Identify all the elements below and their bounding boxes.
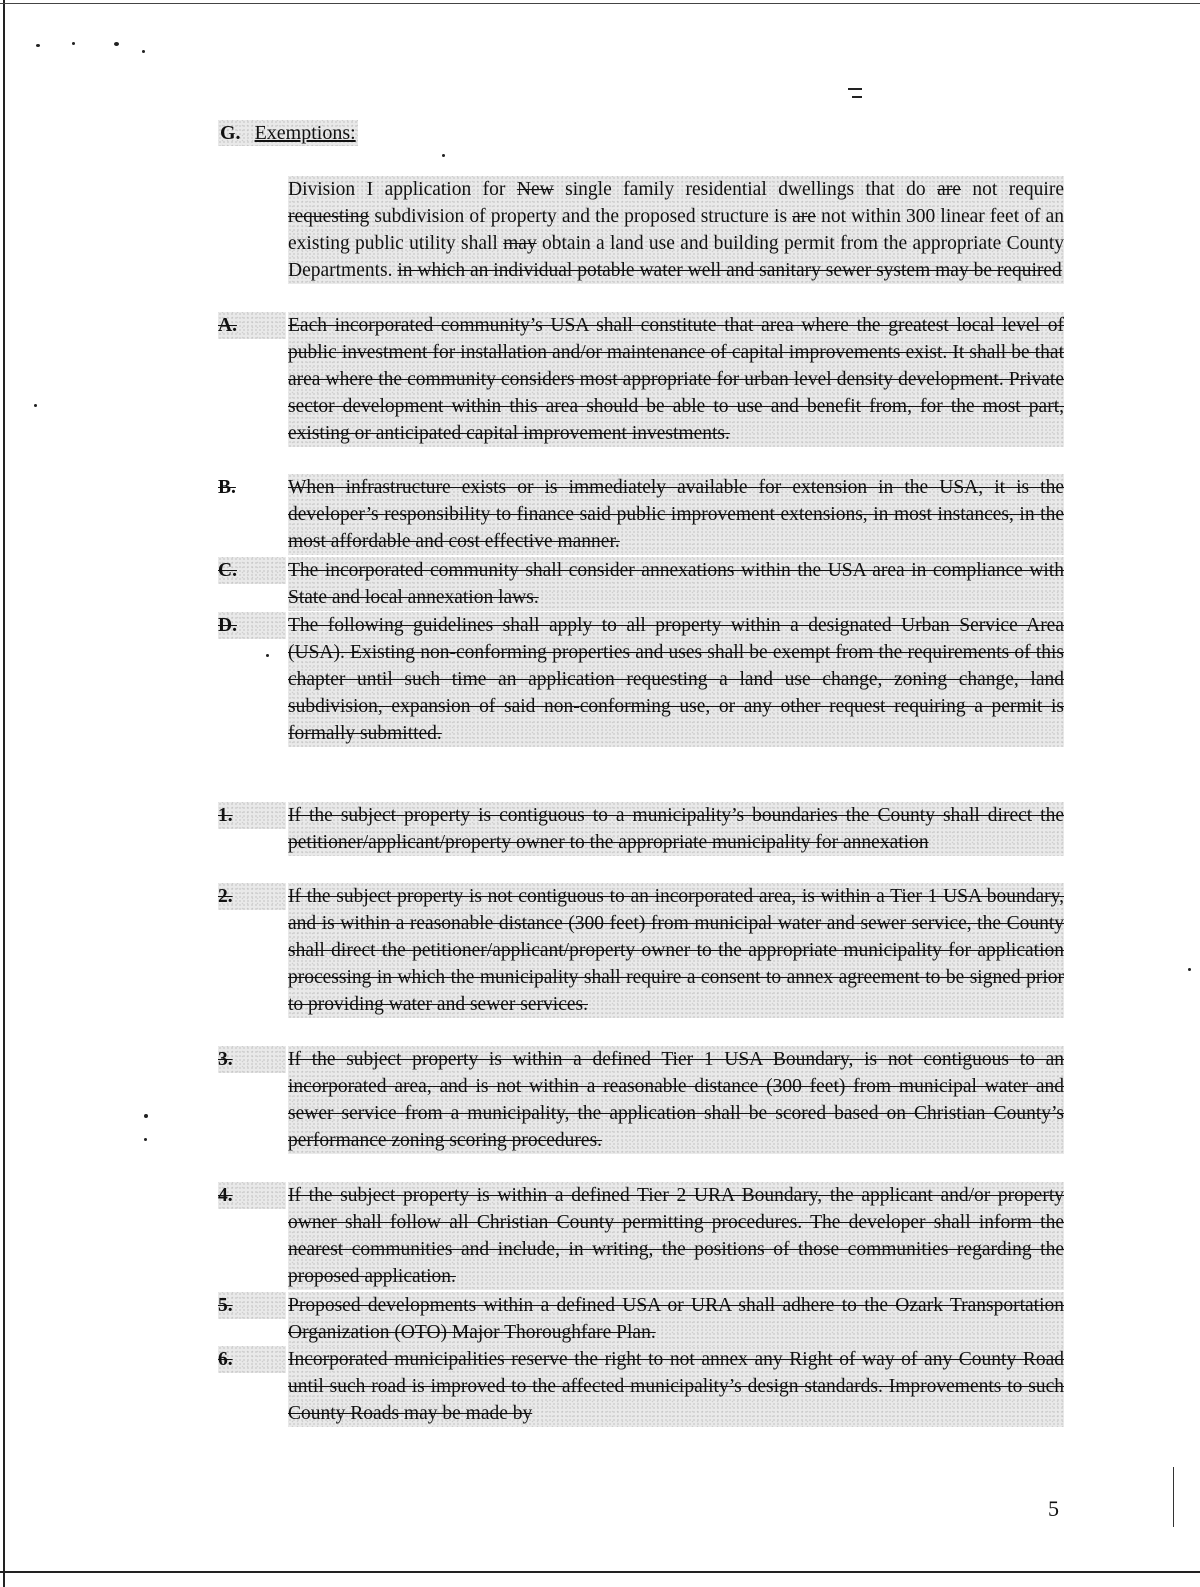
page-number: 5 — [1048, 1496, 1059, 1521]
scan-speck — [442, 154, 445, 157]
intro-deleted-text: are — [937, 179, 961, 200]
list-item-text: If the subject property is not contiguous to an incorporated area, is within a Tier 1 USA boundary, and is within a reasonable distance (300 feet) from municipal water and sewer service, the County shall direct the petitioner/applicant/property owner to the appropriate municipality for application processing in which the municipality shall require a consent to annex agreement to be signed prior to providing water and sewer services. — [288, 883, 1064, 1018]
scan-speck — [142, 50, 145, 53]
intro-deleted-text: may — [503, 233, 537, 254]
scan-border-left — [3, 0, 5, 1587]
scan-speck — [144, 1138, 147, 1141]
scan-mark — [852, 96, 862, 98]
list-item-marker: C. — [218, 557, 286, 584]
scan-speck — [266, 654, 269, 657]
scan-border-right — [1173, 1467, 1174, 1527]
intro-deleted-text: requesting — [288, 206, 370, 227]
list-item-text: Each incorporated community’s USA shall constitute that area where the greatest local level of public investment for installation and/or maintenance of capital improvements exist. It shall be that area where the community considers most appropriate for urban level density development. Private sector development within this area should be able to use and benefit from, for the most part, existing or anticipated capital improvement investments. — [288, 312, 1064, 447]
intro-text: Division I application for — [288, 179, 517, 200]
list-item-marker: 1. — [218, 802, 286, 829]
intro-deleted-text: are — [792, 206, 816, 227]
scan-speck — [36, 44, 40, 47]
list-item-marker: B. — [218, 477, 236, 498]
list-item-text: If the subject property is within a defined Tier 1 USA Boundary, is not contiguous to an incorporated area, and is not within a reasonable distance (300 feet) from municipal water and sewer service from a municipality, the application shall be scored based on Christian County’s performance zoning scoring procedures. — [288, 1046, 1064, 1154]
intro-deleted-text: in which an individual potable water well and sanitary sewer system may be required — [397, 260, 1062, 281]
list-item-marker: 5. — [218, 1292, 286, 1319]
scan-border-bottom — [0, 1571, 1200, 1573]
section-heading-text: Exemptions: — [254, 122, 356, 144]
list-item-text: The incorporated community shall consider annexations within the USA area in compliance with State and local annexation laws. — [288, 557, 1064, 611]
intro-deleted-text: New — [516, 179, 554, 200]
list-item-text: If the subject property is within a defined Tier 2 URA Boundary, the applicant and/or property owner shall follow all Christian County permitting procedures. The developer shall inform the nearest communities and include, in writing, the positions of those communities regarding the proposed application. — [288, 1182, 1064, 1290]
scan-mark — [848, 88, 862, 90]
intro-text: subdivision of property and the proposed structure is — [369, 206, 793, 227]
list-item-text: If the subject property is contiguous to a municipality’s boundaries the County shall direct the petitioner/applicant/property owner to the appropriate municipality for annexation — [288, 802, 1064, 856]
intro-text: single family residential dwellings that do — [553, 179, 938, 200]
scan-speck — [34, 404, 37, 407]
section-heading-label: G. — [220, 122, 241, 144]
scan-border-top — [0, 3, 1200, 4]
scan-speck — [114, 42, 119, 46]
list-item-text: The following guidelines shall apply to all property within a designated Urban Service Area (USA). Existing non-conforming properties and uses shall be exempt from the requirements of this chapter until such time an application requesting a land use change, zoning change, land subdivision, expansion of said non-conforming use, or any other request requiring a permit is formally submitted. — [288, 612, 1064, 747]
intro-text: not within 300 linear feet of an existing public utility shall — [288, 206, 1064, 254]
scan-speck — [144, 1114, 148, 1118]
intro-text: not require — [960, 179, 1064, 200]
list-item-text: Incorporated municipalities reserve the right to not annex any Right of way of any County Road until such road is improved to the affected municipality’s design standards. Improvements to such County Roads may be made by — [288, 1346, 1064, 1427]
section-heading — [218, 120, 358, 146]
list-item-text: Proposed developments within a defined USA or URA shall adhere to the Ozark Transportation Organization (OTO) Major Thoroughfare Plan. — [288, 1292, 1064, 1346]
intro-text: obtain a land use and building permit from the appropriate County Departments. — [288, 233, 1064, 281]
list-item-text: When infrastructure exists or is immediately available for extension in the USA, it is the developer’s responsibility to finance said public improvement extensions, in most instances, in the most affordable and cost effective manner. — [288, 474, 1064, 555]
scan-speck — [1188, 968, 1191, 971]
list-item-marker: 4. — [218, 1182, 286, 1209]
list-item-marker: 3. — [218, 1046, 286, 1073]
list-item-marker: D. — [218, 612, 286, 639]
list-item-marker: 2. — [218, 883, 286, 910]
scan-speck — [72, 42, 75, 45]
exemption-paragraph — [288, 176, 1064, 284]
list-item-marker: 6. — [218, 1346, 286, 1373]
list-item-marker: A. — [218, 312, 286, 339]
